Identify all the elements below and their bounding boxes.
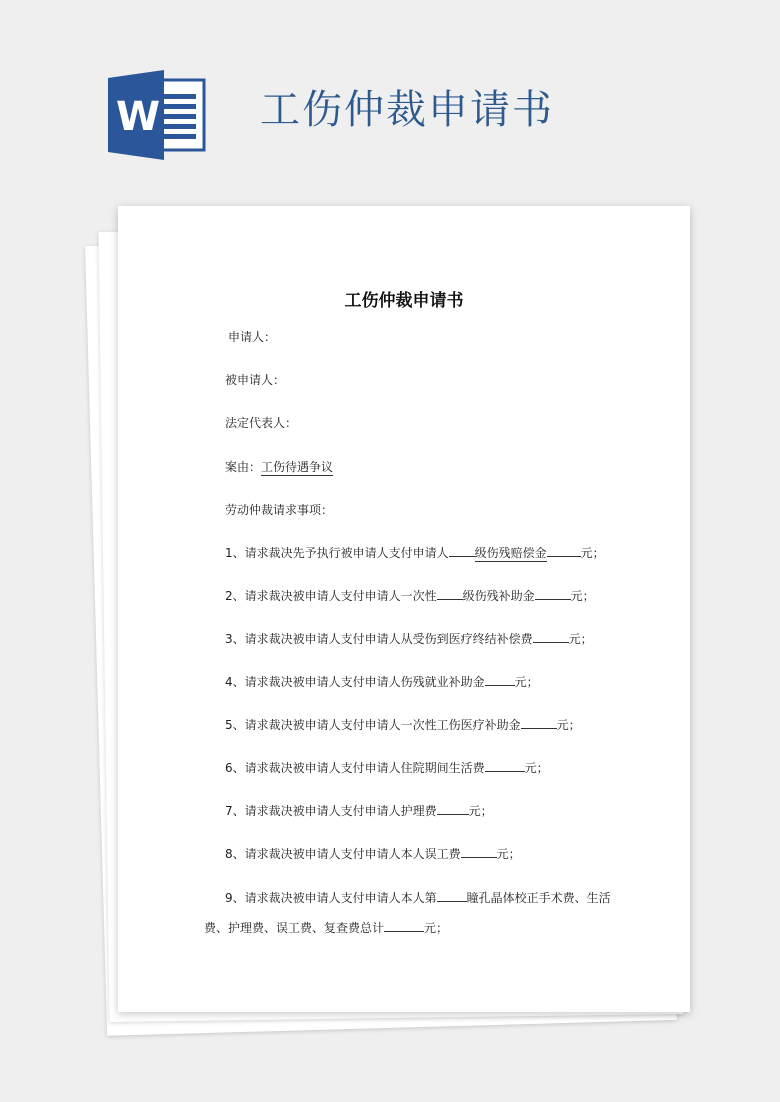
request-item: 3、请求裁决被申请人支付申请人从受伤到医疗终结补偿费 元； xyxy=(225,632,593,646)
blank-field xyxy=(449,556,475,557)
request-item: 6、请求裁决被申请人支付申请人住院期间生活费 元； xyxy=(225,761,549,775)
blank-field xyxy=(384,931,424,932)
request-item-continuation: 费、护理费、误工费、复查费总计 元； xyxy=(204,921,449,935)
blank-field xyxy=(485,685,515,686)
blank-field xyxy=(437,901,467,902)
document-page xyxy=(118,206,690,1012)
legal-representative-label: 法定代表人： xyxy=(225,416,298,430)
blank-field xyxy=(461,857,497,858)
respondent-label: 被申请人： xyxy=(225,373,286,387)
blank-field xyxy=(485,771,525,772)
request-item: 4、请求裁决被申请人支付申请人伤残就业补助金 元； xyxy=(225,675,539,689)
case-cause-line xyxy=(225,458,333,476)
blank-field xyxy=(547,556,581,557)
request-item: 7、请求裁决被申请人支付申请人护理费 元； xyxy=(225,804,493,818)
word-document-icon xyxy=(108,70,208,160)
request-item: 5、请求裁决被申请人支付申请人一次性工伤医疗补助金 元； xyxy=(225,718,581,732)
blank-field xyxy=(437,814,469,815)
request-item: 9、请求裁决被申请人支付申请人本人第 瞳孔晶体校正手术费、生活 xyxy=(225,891,611,905)
case-cause-label: 案由： xyxy=(225,460,262,474)
document-title: 工伤仲裁申请书 xyxy=(344,291,464,311)
blank-field xyxy=(521,728,557,729)
banner-title: 工伤仲裁申请书 xyxy=(260,87,554,133)
case-cause-value: 工伤待遇争议 xyxy=(261,460,334,474)
word-icon-letter: W xyxy=(116,94,161,140)
requests-heading: 劳动仲裁请求事项： xyxy=(225,503,334,517)
request-item: 8、请求裁决被申请人支付申请人本人误工费 元； xyxy=(225,847,521,861)
blank-field xyxy=(533,642,569,643)
request-item: 2、请求裁决被申请人支付申请人一次性 级伤残补助金 元； xyxy=(225,589,595,603)
blank-field xyxy=(535,599,571,600)
blank-field xyxy=(437,599,463,600)
applicant-label: 申请人： xyxy=(228,330,277,344)
request-item: 1、请求裁决先予执行被申请人支付申请人 级伤残赔偿金 元； xyxy=(225,546,605,560)
